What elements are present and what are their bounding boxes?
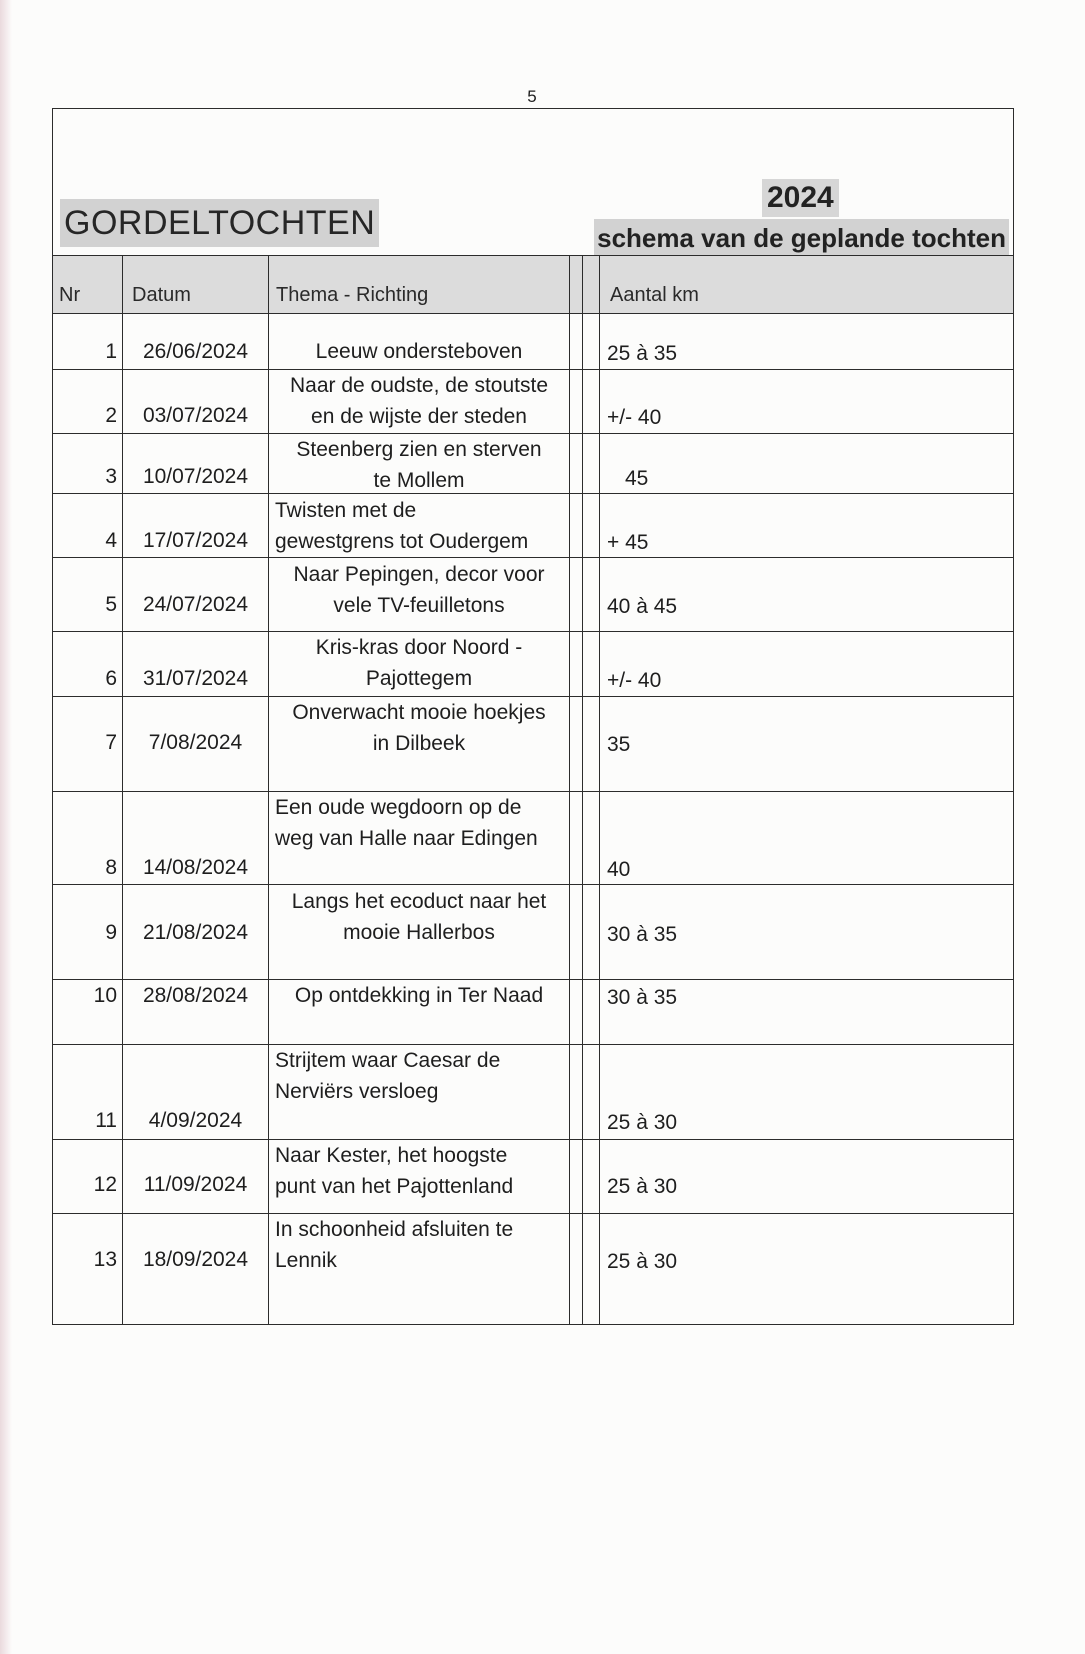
- row-date: 26/06/2024: [122, 314, 268, 369]
- row-spacer-cell: [569, 980, 582, 1044]
- row-spacer-cell: [582, 314, 599, 369]
- row-distance: 30 à 35: [599, 885, 1013, 979]
- row-spacer-cell: [582, 980, 599, 1044]
- row-spacer-cell: [569, 885, 582, 979]
- row-theme: Steenberg zien en sterven te Mollem: [268, 434, 569, 493]
- table-row: [53, 1044, 1013, 1139]
- row-spacer-cell: [569, 558, 582, 631]
- row-spacer-cell: [582, 370, 599, 433]
- row-number: 3: [105, 465, 117, 488]
- table-row: [53, 557, 1013, 631]
- table-row: [53, 369, 1013, 433]
- row-date: 4/09/2024: [122, 1045, 268, 1139]
- row-spacer-cell: [582, 494, 599, 557]
- column-header-spacer: [569, 256, 582, 313]
- row-theme: Naar Kester, het hoogste punt van het Pajottenland: [268, 1140, 569, 1213]
- row-date: 18/09/2024: [122, 1214, 268, 1324]
- row-spacer-cell: [569, 697, 582, 791]
- row-spacer-cell: [569, 1045, 582, 1139]
- table-header-row: [53, 255, 1013, 313]
- row-theme: Leeuw ondersteboven: [268, 314, 569, 369]
- row-theme: Een oude wegdoorn op de weg van Halle naar Edingen: [268, 792, 569, 884]
- row-number: 10: [93, 984, 117, 1007]
- row-theme: Op ontdekking in Ter Naad: [268, 980, 569, 1044]
- table-row: [53, 631, 1013, 696]
- row-spacer-cell: [582, 1140, 599, 1213]
- column-header-distance: Aantal km: [599, 256, 1013, 313]
- row-spacer-cell: [569, 792, 582, 884]
- row-spacer-cell: [569, 314, 582, 369]
- row-number: 9: [105, 921, 117, 944]
- row-number: 12: [93, 1173, 117, 1196]
- row-distance: + 45: [599, 494, 1013, 557]
- table-row: [53, 313, 1013, 369]
- row-distance: +/- 40: [599, 370, 1013, 433]
- row-theme: Langs het ecoduct naar het mooie Hallerbos: [268, 885, 569, 979]
- row-spacer-cell: [569, 370, 582, 433]
- row-distance: 25 à 30: [599, 1045, 1013, 1139]
- row-spacer-cell: [569, 632, 582, 696]
- row-theme: In schoonheid afsluiten te Lennik: [268, 1214, 569, 1324]
- page-title: GORDELTOCHTEN: [60, 199, 379, 247]
- row-theme: Twisten met de gewestgrens tot Oudergem: [268, 494, 569, 557]
- table-body: [53, 313, 1013, 1324]
- row-distance: 40 à 45: [599, 558, 1013, 631]
- row-spacer-cell: [569, 434, 582, 493]
- row-distance: 40: [599, 792, 1013, 884]
- column-header-theme: Thema - Richting: [268, 256, 569, 313]
- row-spacer-cell: [582, 885, 599, 979]
- column-header-date: Datum: [122, 256, 268, 313]
- table-row: [53, 1139, 1013, 1213]
- row-theme: Naar Pepingen, decor voor vele TV-feuilletons: [268, 558, 569, 631]
- schedule-heading: [53, 109, 1013, 255]
- schedule-year: 2024: [762, 179, 839, 217]
- column-header-spacer: [582, 256, 599, 313]
- table-row: [53, 493, 1013, 557]
- table-row: [53, 1213, 1013, 1324]
- row-number: 5: [105, 593, 117, 616]
- row-date: 21/08/2024: [122, 885, 268, 979]
- row-theme: Naar de oudste, de stoutste en de wijste der steden: [268, 370, 569, 433]
- row-spacer-cell: [582, 434, 599, 493]
- row-date: 11/09/2024: [122, 1140, 268, 1213]
- row-number: 13: [93, 1248, 117, 1271]
- row-spacer-cell: [582, 1214, 599, 1324]
- schedule-frame: [52, 108, 1014, 1325]
- schedule-subtitle: schema van de geplande tochten: [594, 219, 1009, 257]
- row-spacer-cell: [582, 697, 599, 791]
- table-row: [53, 979, 1013, 1044]
- row-number: 6: [105, 667, 117, 690]
- row-date: 14/08/2024: [122, 792, 268, 884]
- row-theme: Strijtem waar Caesar de Nerviërs versloeg: [268, 1045, 569, 1139]
- row-date: 7/08/2024: [122, 697, 268, 791]
- row-spacer-cell: [582, 558, 599, 631]
- row-spacer-cell: [569, 1140, 582, 1213]
- row-distance: 30 à 35: [599, 980, 1013, 1044]
- scan-edge-shadow: [0, 0, 12, 1654]
- row-date: 17/07/2024: [122, 494, 268, 557]
- row-spacer-cell: [582, 1045, 599, 1139]
- row-distance: 25 à 30: [599, 1214, 1013, 1324]
- row-number: 2: [105, 404, 117, 427]
- row-date: 10/07/2024: [122, 434, 268, 493]
- row-theme: Kris-kras door Noord - Pajottegem: [268, 632, 569, 696]
- row-spacer-cell: [569, 494, 582, 557]
- table-row: [53, 884, 1013, 979]
- row-spacer-cell: [582, 632, 599, 696]
- page-number: 5: [527, 87, 537, 106]
- table-row: [53, 696, 1013, 791]
- row-spacer-cell: [569, 1214, 582, 1324]
- row-number: 4: [105, 529, 117, 552]
- row-spacer-cell: [582, 792, 599, 884]
- row-date: 28/08/2024: [122, 980, 268, 1044]
- row-theme: Onverwacht mooie hoekjes in Dilbeek: [268, 697, 569, 791]
- row-date: 24/07/2024: [122, 558, 268, 631]
- row-number: 7: [105, 731, 117, 754]
- table-row: [53, 433, 1013, 493]
- row-date: 03/07/2024: [122, 370, 268, 433]
- column-header-nr: Nr: [59, 284, 81, 306]
- row-date: 31/07/2024: [122, 632, 268, 696]
- row-number: 8: [105, 856, 117, 879]
- table-row: [53, 791, 1013, 884]
- row-number: 1: [105, 340, 117, 363]
- row-number: 11: [95, 1109, 117, 1132]
- row-distance: 25 à 30: [599, 1140, 1013, 1213]
- row-distance: 45: [599, 434, 1013, 493]
- schedule-table: [53, 255, 1013, 1324]
- row-distance: 35: [599, 697, 1013, 791]
- row-distance: +/- 40: [599, 632, 1013, 696]
- row-distance: 25 à 35: [599, 314, 1013, 369]
